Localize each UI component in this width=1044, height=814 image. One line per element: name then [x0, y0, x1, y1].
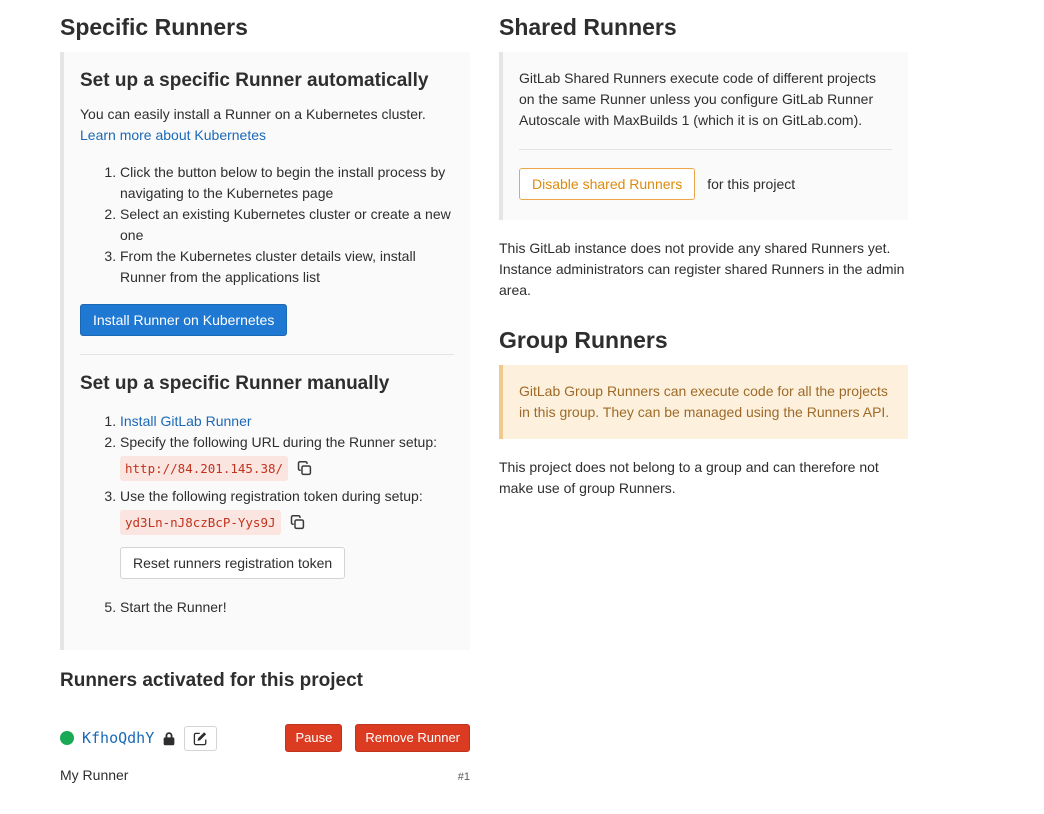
runner-online-status-icon	[60, 731, 74, 745]
shared-panel-divider	[519, 149, 892, 150]
disable-shared-runners-button[interactable]: Disable shared Runners	[519, 168, 695, 200]
shared-runners-title: Shared Runners	[499, 14, 677, 40]
manual-step-1	[120, 411, 454, 432]
kubernetes-learn-more-link[interactable]: Learn more about Kubernetes	[80, 127, 267, 143]
runner-url-code: http://84.201.145.38/	[120, 456, 288, 481]
copy-url-button[interactable]	[297, 461, 312, 476]
group-runners-title: Group Runners	[499, 327, 668, 353]
manual-step-2	[120, 432, 454, 481]
manual-step-4: 5. Start the Runner!	[120, 597, 454, 618]
copy-icon	[290, 515, 305, 530]
specific-runners-column	[60, 14, 470, 783]
remove-runner-button[interactable]: Remove Runner	[355, 724, 470, 752]
reset-token-item	[120, 547, 454, 579]
runner-meta-row	[60, 767, 470, 783]
reset-registration-token-button[interactable]: Reset runners registration token	[120, 547, 345, 579]
runner-identity	[60, 726, 217, 751]
shared-runners-note: This GitLab instance does not provide any shared Runners yet. Instance administrators can register shared Runners in the admin area.	[499, 240, 905, 298]
install-runner-kubernetes-button[interactable]: Install Runner on Kubernetes	[80, 304, 287, 336]
pause-runner-button[interactable]: Pause	[285, 724, 342, 752]
registration-token-code: yd3Ln-nJ8czBcP-Yys9J	[120, 510, 281, 535]
disable-shared-runners-row	[519, 168, 892, 200]
panel-divider	[80, 354, 454, 355]
install-gitlab-runner-link[interactable]: Install GitLab Runner	[120, 413, 252, 429]
runner-token-link[interactable]: KfhoQdhY	[82, 729, 155, 747]
auto-setup-steps	[80, 162, 454, 288]
shared-runners-description: GitLab Shared Runners execute code of different projects on the same Runner unless you configure GitLab Runner Autoscale with MaxBuilds 1 (which it is on GitLab.com).	[519, 70, 876, 128]
runner-actions	[285, 724, 470, 752]
edit-icon	[193, 731, 208, 746]
auto-step-1: 1. Click the button below to begin the install process by navigating to the Kubernetes page	[120, 162, 454, 204]
specific-runner-setup-panel	[60, 52, 470, 650]
manual-step-3	[120, 486, 454, 535]
disable-suffix-text: for this project	[707, 176, 796, 192]
auto-setup-intro	[80, 104, 454, 146]
lock-icon	[162, 731, 176, 746]
auto-step-3: 3. From the Kubernetes cluster details view, install Runner from the applications list	[120, 246, 454, 288]
runner-row	[60, 724, 470, 752]
group-runners-alert: GitLab Group Runners can execute code for all the projects in this group. They can be managed using the Runners API.	[499, 365, 908, 439]
runner-description: My Runner	[60, 767, 129, 783]
copy-icon	[297, 461, 312, 476]
auto-step-2: 2. Select an existing Kubernetes cluster or create a new one	[120, 204, 454, 246]
runner-id: #1	[457, 771, 470, 783]
shared-runners-panel	[499, 52, 908, 220]
manual-setup-title: Set up a specific Runner manually	[80, 373, 390, 394]
auto-setup-title: Set up a specific Runner automatically	[80, 70, 429, 91]
auto-setup-intro-text: You can easily install a Runner on a Kubernetes cluster.	[80, 106, 426, 122]
manual-setup-steps	[80, 411, 454, 618]
copy-token-button[interactable]	[290, 515, 305, 530]
group-runners-note: This project does not belong to a group and can therefore not make use of group Runners.	[499, 459, 879, 496]
shared-group-runners-column	[499, 14, 908, 783]
manual-step-3-text: Use the following registration token during setup:	[120, 488, 423, 504]
manual-step-2-text: Specify the following URL during the Runner setup:	[120, 434, 437, 450]
runner-url-row	[120, 456, 454, 481]
activated-runners-title: Runners activated for this project	[60, 670, 364, 691]
specific-runners-title: Specific Runners	[60, 14, 248, 40]
registration-token-row	[120, 510, 454, 535]
edit-runner-button[interactable]	[184, 726, 217, 751]
